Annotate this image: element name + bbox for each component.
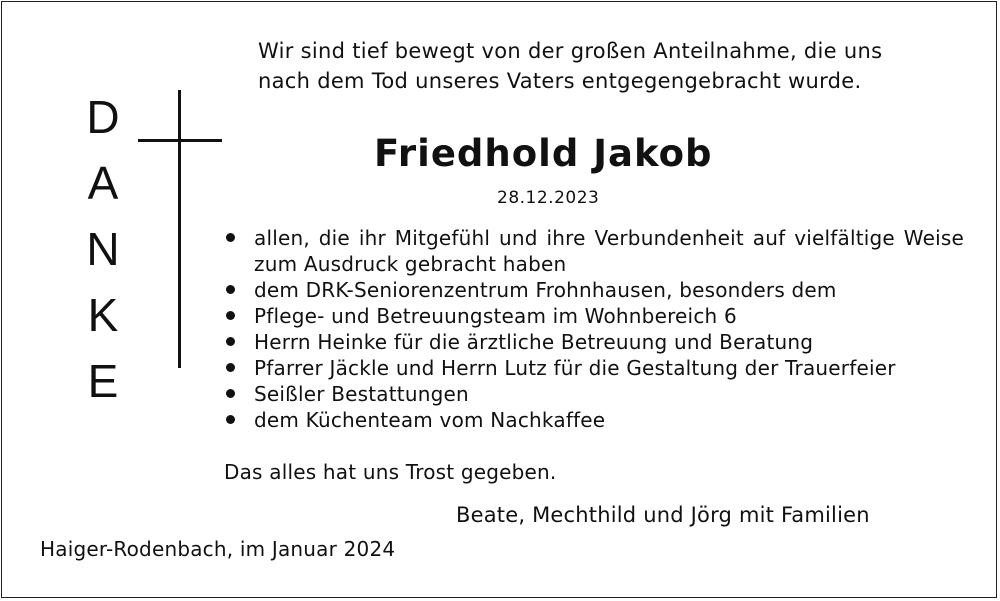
list-item bbox=[224, 355, 964, 381]
cross-vertical-bar bbox=[178, 90, 181, 368]
list-item-text: Seißler Bestattungen bbox=[254, 382, 469, 406]
list-item-text: Pfarrer Jäckle und Herrn Lutz für die Gestaltung der Trauerfeier bbox=[254, 356, 896, 380]
signature: Beate, Mechthild und Jörg mit Familien bbox=[456, 503, 870, 527]
cross-horizontal-bar bbox=[138, 139, 222, 142]
intro-line-2: nach dem Tod unseres Vaters entgegengebracht wurde. bbox=[258, 69, 862, 93]
closing-sentence: Das alles hat uns Trost gegeben. bbox=[224, 460, 557, 484]
danke-letter: A bbox=[87, 157, 119, 209]
deceased-name: Friedhold Jakob bbox=[374, 132, 713, 175]
bullet-icon bbox=[226, 311, 235, 320]
bullet-icon bbox=[226, 233, 235, 242]
list-item bbox=[224, 407, 964, 433]
bullet-icon bbox=[226, 363, 235, 372]
place-and-date: Haiger-Rodenbach, im Januar 2024 bbox=[40, 537, 396, 561]
list-item bbox=[224, 303, 964, 329]
bullet-icon bbox=[226, 389, 235, 398]
list-item-text: dem Küchenteam vom Nachkaffee bbox=[254, 408, 606, 432]
danke-letter: K bbox=[87, 289, 119, 341]
list-item-text: Herrn Heinke für die ärztliche Betreuung und Beratung bbox=[254, 330, 814, 354]
intro-line-1: Wir sind tief bewegt von der großen Anteilnahme, die uns bbox=[258, 39, 883, 63]
bullet-icon bbox=[226, 337, 235, 346]
list-item-text: Pflege- und Betreuungsteam im Wohnbereich 6 bbox=[254, 304, 737, 328]
list-item bbox=[224, 225, 964, 277]
list-item-text: dem DRK-Seniorenzentrum Frohnhausen, besonders dem bbox=[254, 278, 837, 302]
list-item bbox=[224, 381, 964, 407]
danke-letter: E bbox=[87, 355, 119, 407]
bullet-icon bbox=[226, 415, 235, 424]
danke-vertical-word bbox=[78, 84, 128, 414]
list-item bbox=[224, 329, 964, 355]
death-date: 28.12.2023 bbox=[497, 188, 600, 208]
thanks-list bbox=[224, 225, 964, 433]
list-item bbox=[224, 277, 964, 303]
danke-letter: N bbox=[86, 223, 120, 275]
bullet-icon bbox=[226, 285, 235, 294]
intro-text bbox=[258, 36, 978, 96]
danke-letter: D bbox=[86, 91, 120, 143]
list-item-text: allen, die ihr Mitgefühl und ihre Verbundenheit auf vielfältige Weise zum Ausdruck gebracht haben bbox=[254, 226, 964, 276]
